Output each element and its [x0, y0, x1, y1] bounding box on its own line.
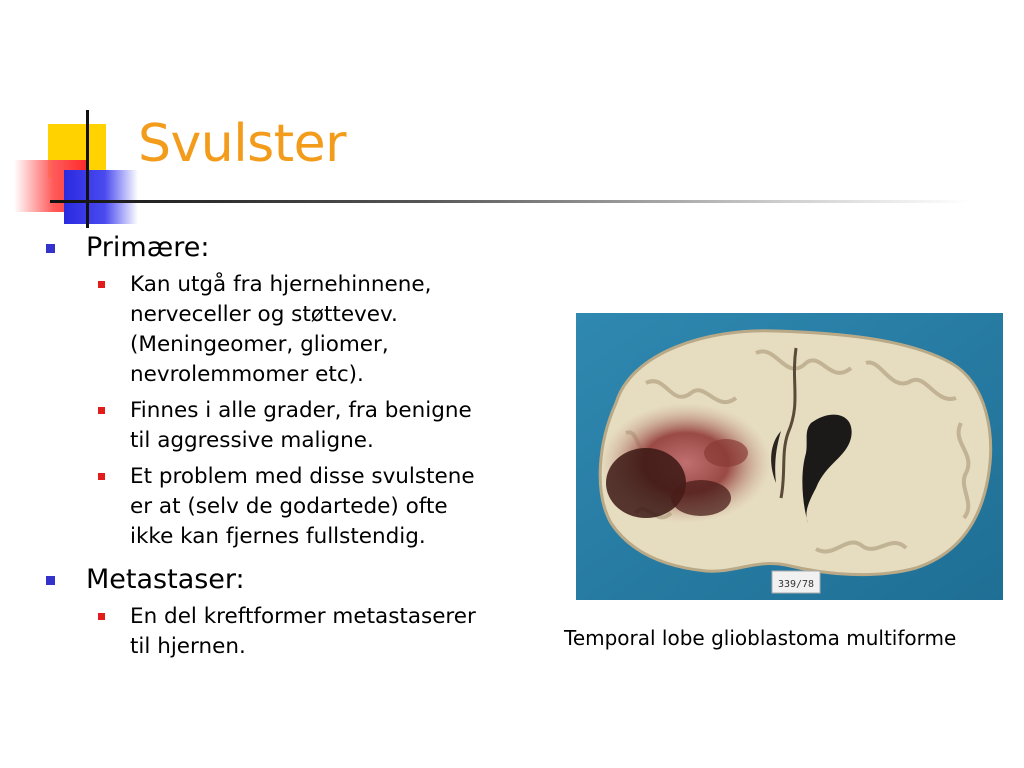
bullet-metastases	[46, 564, 546, 596]
sub-bullet	[46, 462, 546, 552]
sub-bullet	[46, 270, 546, 390]
sub-bullet-square-icon	[98, 473, 105, 480]
sub-bullet-text: Kan utgå fra hjernehinnene, nerveceller og støttevev. (Meningeomer, gliomer, nevrolemmomer etc).	[130, 272, 432, 387]
title-underline	[50, 200, 970, 203]
sub-bullet-square-icon	[98, 613, 105, 620]
sub-bullet-text: Finnes i alle grader, fra benigne til aggressive maligne.	[130, 398, 472, 453]
specimen-label: 339/78	[777, 579, 815, 590]
logo-vertical-line	[86, 110, 89, 228]
bullet-text: Primære:	[86, 232, 210, 263]
sub-bullet	[46, 602, 546, 662]
bullet-square-icon	[46, 576, 55, 585]
bullet-text: Metastaser:	[86, 564, 245, 595]
bullet-list	[46, 232, 546, 668]
bullet-square-icon	[46, 244, 55, 253]
sub-bullet-text: En del kreftformer metastaserer til hjernen.	[130, 604, 476, 659]
brain-section-photo	[576, 313, 1003, 600]
bullet-primary	[46, 232, 546, 264]
logo-blue-square	[64, 170, 138, 224]
sub-bullet-square-icon	[98, 407, 105, 414]
sub-bullet-text: Et problem med disse svulstene er at (selv de godartede) ofte ikke kan fjernes fullstendig.	[130, 464, 475, 549]
photo-caption: Temporal lobe glioblastoma multiforme	[564, 626, 957, 650]
sub-bullet	[46, 396, 546, 456]
sub-bullet-square-icon	[98, 281, 105, 288]
slide-title: Svulster	[138, 114, 347, 174]
